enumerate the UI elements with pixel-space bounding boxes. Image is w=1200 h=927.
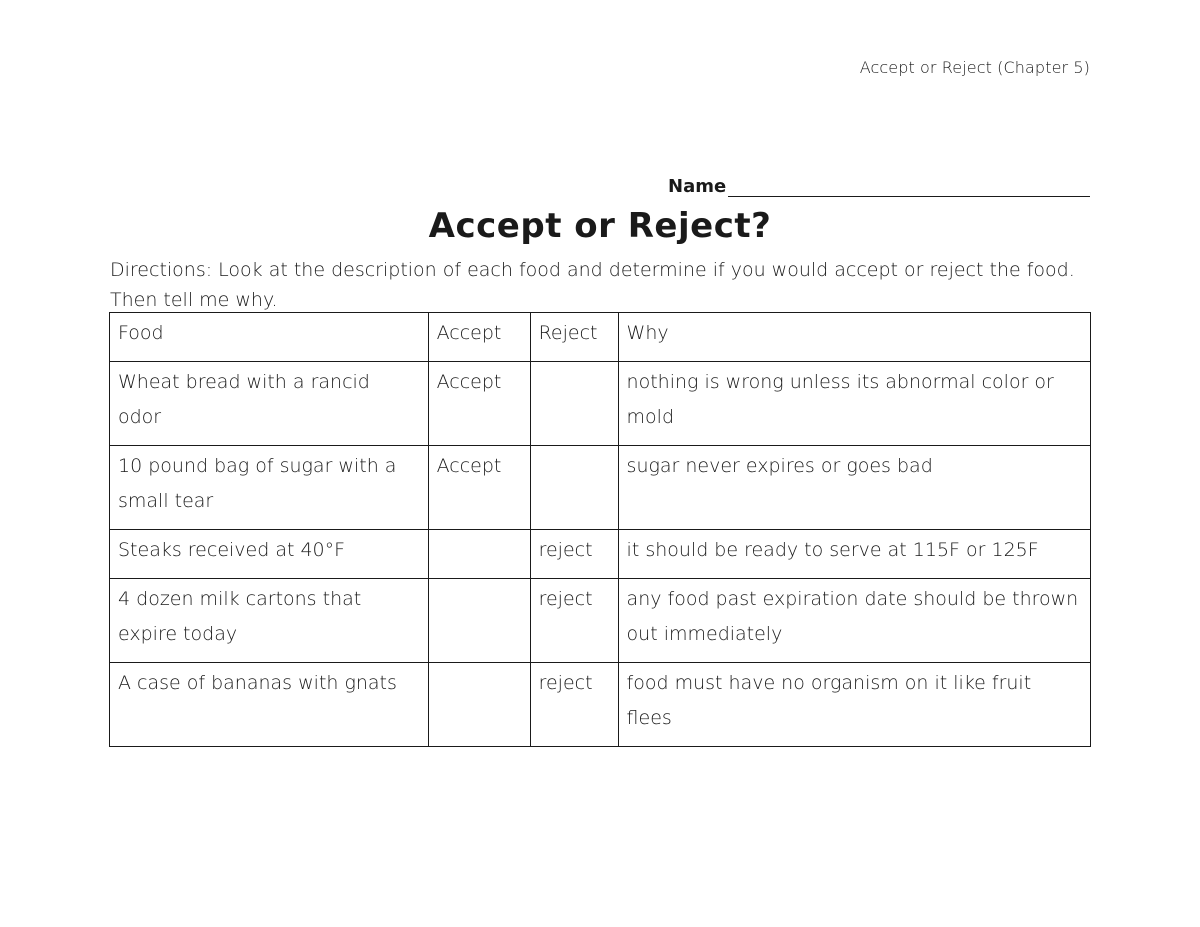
cell-reject <box>530 446 618 530</box>
cell-food: A case of bananas with gnats <box>110 663 429 747</box>
cell-reject <box>530 362 618 446</box>
cell-food: Wheat bread with a rancid odor <box>110 362 429 446</box>
cell-accept <box>428 530 530 579</box>
cell-accept <box>428 663 530 747</box>
header-food: Food <box>110 313 429 362</box>
cell-accept <box>428 579 530 663</box>
name-field <box>668 176 1090 197</box>
table-row <box>110 663 1091 747</box>
cell-accept: Accept <box>428 362 530 446</box>
cell-why: food must have no organism on it like fruit flees <box>618 663 1090 747</box>
name-blank-line <box>728 179 1090 197</box>
header-why: Why <box>618 313 1090 362</box>
cell-food: 10 pound bag of sugar with a small tear <box>110 446 429 530</box>
food-table <box>109 312 1091 747</box>
header-note: Accept or Reject (Chapter 5) <box>859 58 1090 77</box>
page-title: Accept or Reject? <box>428 206 772 246</box>
table-row <box>110 362 1091 446</box>
header-reject: Reject <box>530 313 618 362</box>
cell-why: sugar never expires or goes bad <box>618 446 1090 530</box>
table-row <box>110 446 1091 530</box>
cell-why: nothing is wrong unless its abnormal color or mold <box>618 362 1090 446</box>
directions-text: Directions: Look at the description of each food and determine if you would accept or reject the food. Then tell me why. <box>110 259 1075 311</box>
cell-reject: reject <box>530 579 618 663</box>
table-row <box>110 579 1091 663</box>
cell-reject: reject <box>530 663 618 747</box>
table-header-row <box>110 313 1091 362</box>
cell-why: any food past expiration date should be thrown out immediately <box>618 579 1090 663</box>
name-label: Name <box>668 176 727 197</box>
cell-why: it should be ready to serve at 115F or 125F <box>618 530 1090 579</box>
header-accept: Accept <box>428 313 530 362</box>
table-row <box>110 530 1091 579</box>
cell-food: Steaks received at 40°F <box>110 530 429 579</box>
cell-reject: reject <box>530 530 618 579</box>
cell-accept: Accept <box>428 446 530 530</box>
cell-food: 4 dozen milk cartons that expire today <box>110 579 429 663</box>
